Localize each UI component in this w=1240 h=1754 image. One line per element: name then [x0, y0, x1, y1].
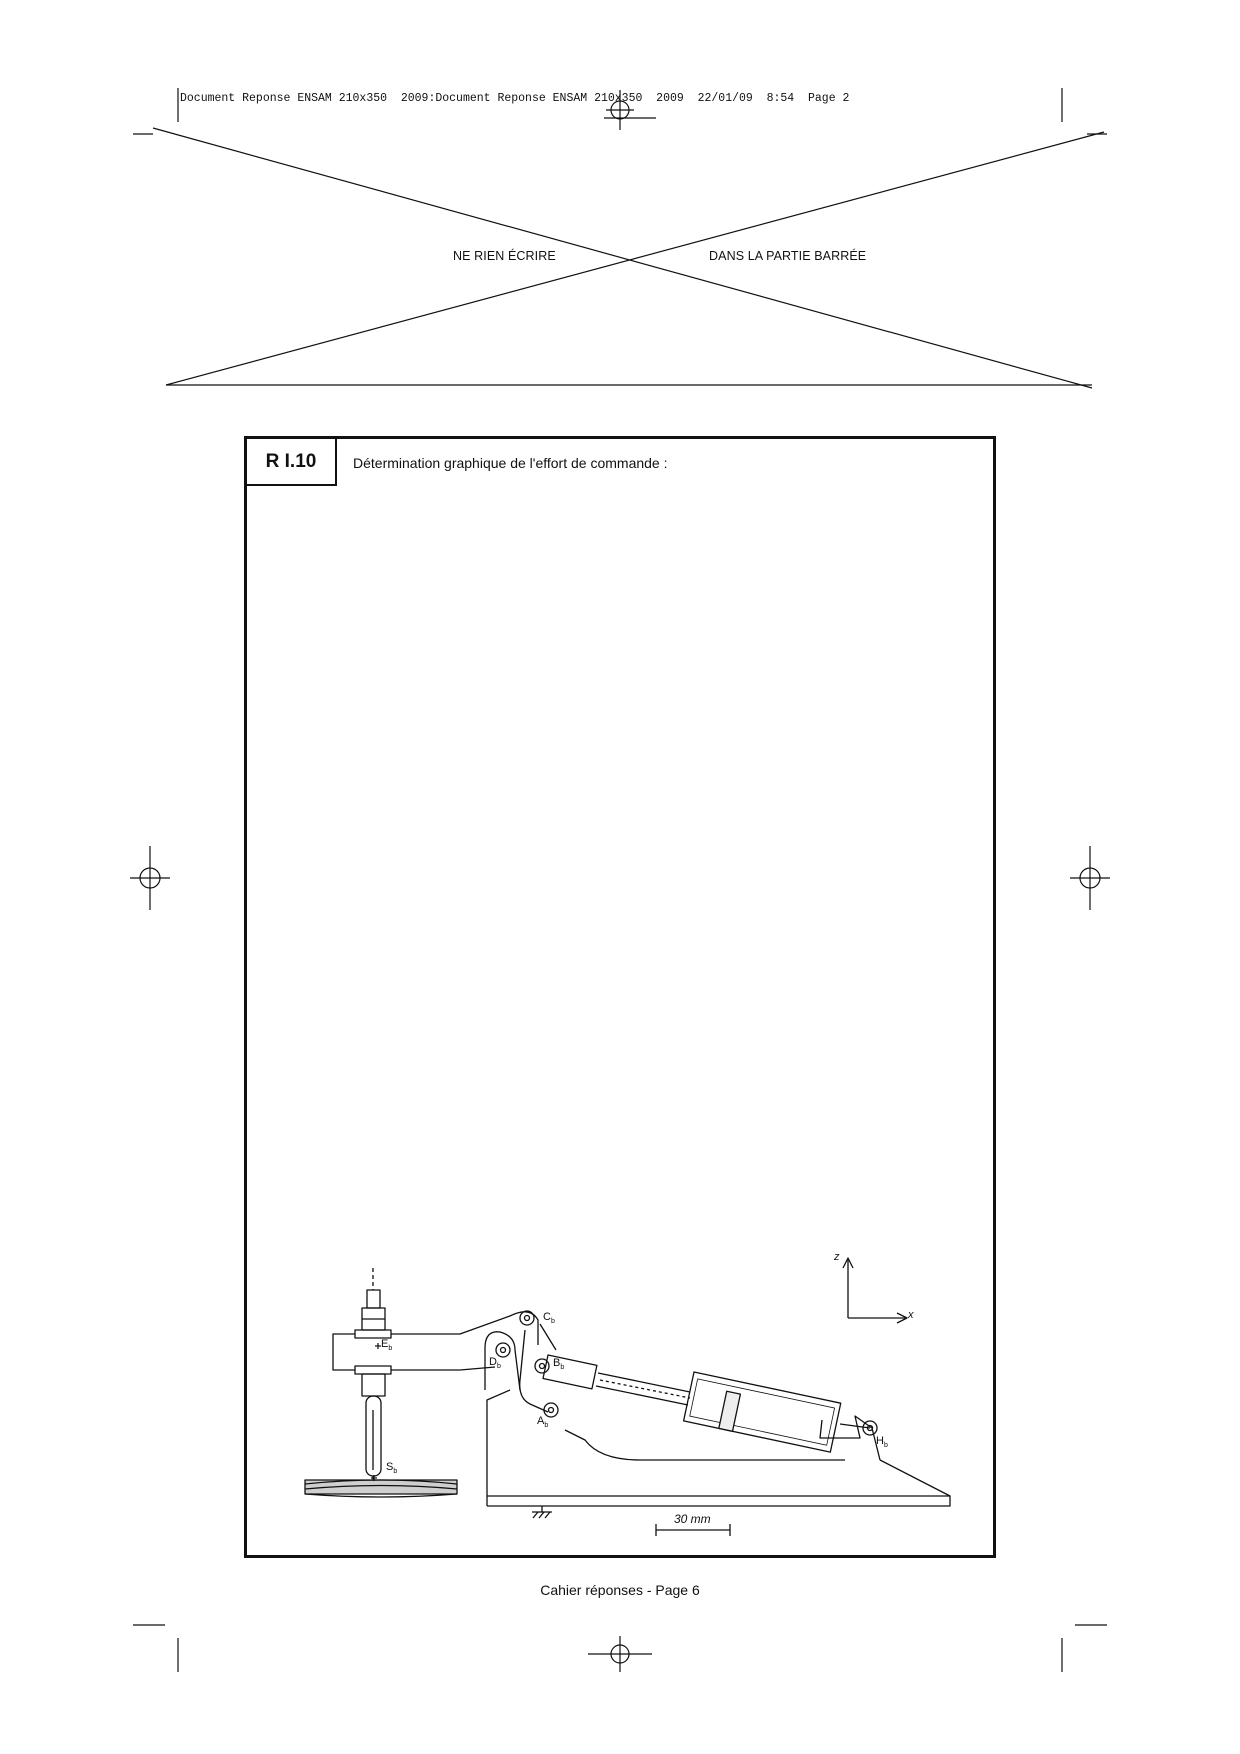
- print-slug: Document Reponse ENSAM 210x350 2009:Document Reponse ENSAM 210x350 2009 22/01/09 8:54 Page 2: [180, 92, 850, 105]
- point-label-s: $S_b$: [386, 1461, 398, 1476]
- point-label-c: $C_b$: [543, 1311, 555, 1326]
- point-label-b: $B_b$: [553, 1357, 565, 1372]
- response-title: Détermination graphique de l'effort de commande :: [353, 455, 668, 471]
- point-label-e: $E_b$: [381, 1338, 393, 1353]
- barred-warning-left: NE RIEN ÉCRIRE: [453, 249, 556, 263]
- clamp-screw: [355, 1268, 391, 1480]
- barred-warning-right: DANS LA PARTIE BARRÉE: [709, 249, 867, 263]
- axis-label-x: x: [908, 1309, 914, 1321]
- point-label-d: $D_b$: [489, 1356, 501, 1371]
- ground-symbol: [532, 1506, 552, 1518]
- point-label-a: $A_b$: [537, 1415, 549, 1430]
- point-label-h: $H_b$: [876, 1435, 888, 1450]
- ground-surface: [305, 1480, 457, 1497]
- response-label: R I.10: [247, 439, 337, 486]
- axes-triad: [843, 1258, 907, 1323]
- axis-label-z: z: [834, 1251, 840, 1263]
- scale-label: 30 mm: [674, 1512, 711, 1526]
- clamp-arm: [333, 1311, 538, 1370]
- page-footer: Cahier réponses - Page 6: [540, 1582, 700, 1598]
